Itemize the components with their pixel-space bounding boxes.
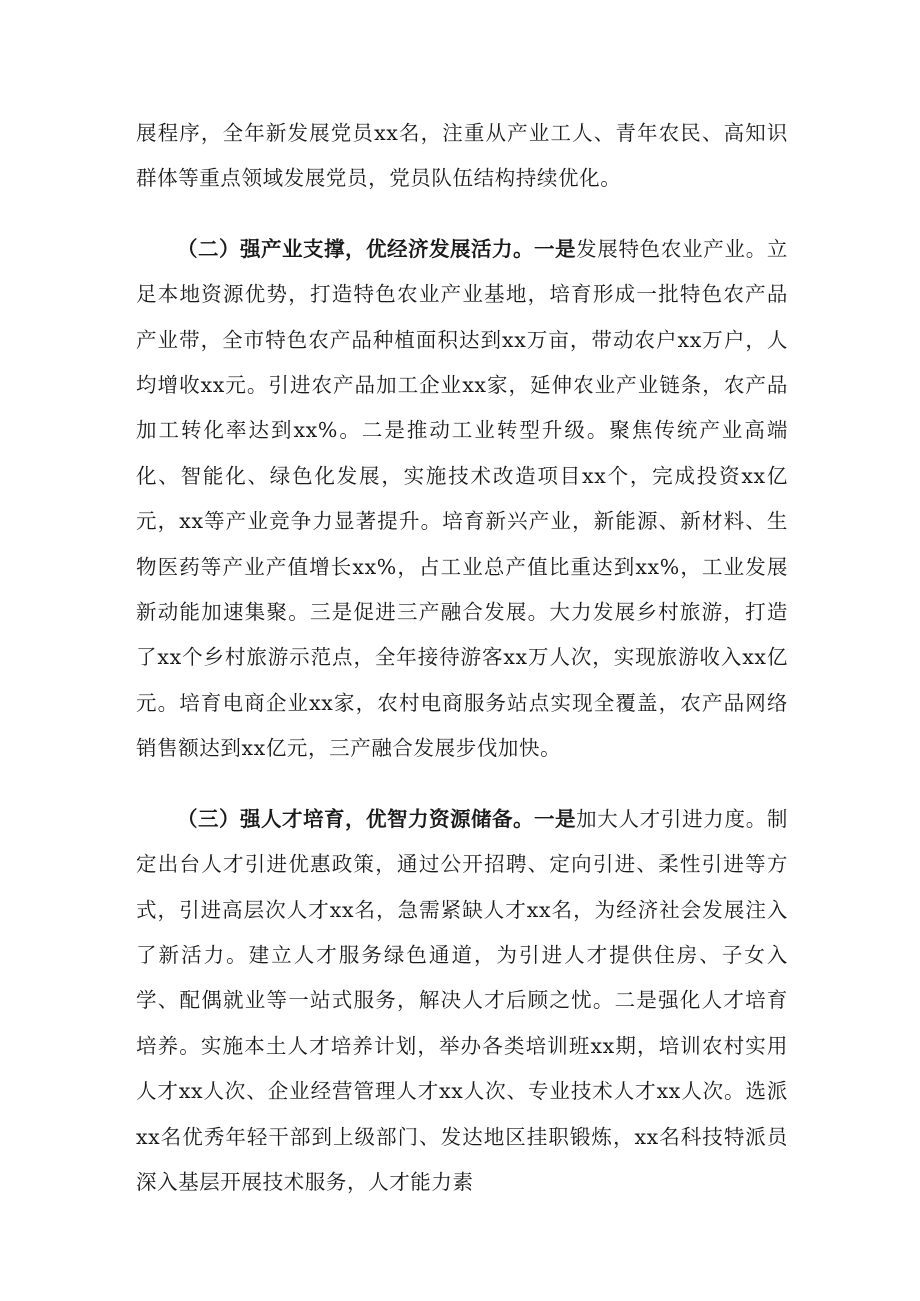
paragraph-party-development — [136, 111, 788, 202]
paragraph-talent-cultivation — [136, 797, 788, 1206]
paragraph-body: 加大人才引进力度。制定出台人才引进优惠政策，通过公开招聘、定向引进、柔性引进等方式，引进高层次人才xx名，急需紧缺人才xx名，为经济社会发展注入了新活力。建立人才服务绿色通道，为引进人才提供住房、子女入学、配偶就业等一站式服务，解决人才后顾之忧。二是强化人才培育培养。实施本土人才培养计划，举办各类培训班xx期，培训农村实用人才xx人次、企业经营管理人才xx人次、专业技术人才xx人次。选派xx名优秀年轻干部到上级部门、发达地区挂职锻炼，xx名科技特派员深入基层开展技术服务，人才能力素 — [136, 806, 788, 1194]
paragraph-text: 展程序，全年新发展党员xx名，注重从产业工人、青年农民、高知识群体等重点领域发展党员，党员队伍结构持续优化。 — [136, 121, 788, 191]
section-heading-talent: （三）强人才培育，优智力资源储备。一是 — [177, 806, 577, 831]
paragraph-gap — [136, 202, 788, 227]
document-page — [136, 111, 788, 1205]
paragraph-industry-support — [136, 227, 788, 772]
paragraph-body: 发展特色农业产业。立足本地资源优势，打造特色农业产业基地，培育形成一批特色农产品产业带，全市特色农产品种植面积达到xx万亩，带动农户xx万户，人均增收xx元。引进农产品加工企业xx家，延伸农业产业链条，农产品加工转化率达到xx%。二是推动工业转型升级。聚焦传统产业高端化、智能化、绿色化发展，实施技术改造项目xx个，完成投资xx亿元，xx等产业竞争力显著提升。培育新兴产业，新能源、新材料、生物医药等产业产值增长xx%，占工业总产值比重达到xx%，工业发展新动能加速集聚。三是促进三产融合发展。大力发展乡村旅游，打造了xx个乡村旅游示范点，全年接待游客xx万人次，实现旅游收入xx亿元。培育电商企业xx家，农村电商服务站点实现全覆盖，农产品网络销售额达到xx亿元，三产融合发展步伐加快。 — [136, 236, 788, 761]
paragraph-gap — [136, 772, 788, 797]
section-heading-industry: （二）强产业支撑，优经济发展活力。一是 — [177, 236, 577, 261]
